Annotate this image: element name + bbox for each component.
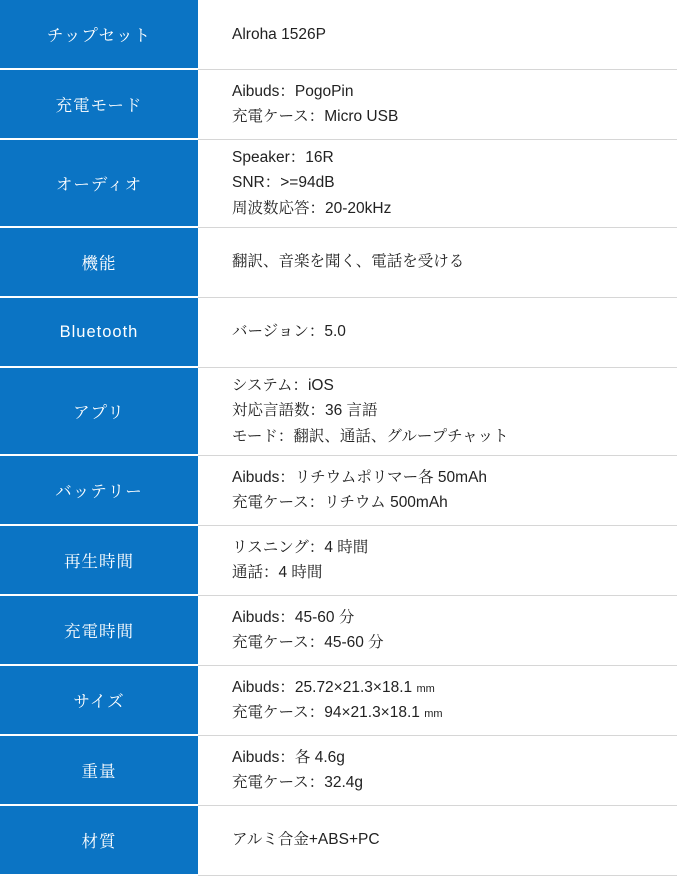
spec-value-line: 周波数応答：20-20kHz [232, 199, 392, 217]
spec-value-line: バージョン：5.0 [232, 323, 346, 341]
spec-value-cell [198, 297, 677, 367]
spec-value-line: 通話：4 時間 [232, 564, 323, 581]
spec-label-cell: 充電モード [0, 69, 198, 139]
spec-value-line: モード：翻訳、通話、グループチャット [232, 427, 509, 445]
table-row [0, 525, 677, 595]
spec-value-line: 充電ケース：94×21.3×18.1 mm [232, 704, 443, 721]
spec-label-cell: 再生時間 [0, 525, 198, 595]
spec-label-cell: 材質 [0, 805, 198, 875]
table-row [0, 367, 677, 455]
spec-value-cell [198, 0, 677, 69]
table-row [0, 297, 677, 367]
spec-value-line: Speaker：16R [232, 149, 334, 167]
spec-value-cell [198, 227, 677, 297]
spec-value-line: Aibuds：リチウムポリマー各 50mAh [232, 468, 488, 486]
spec-value-line: Alroha 1526P [232, 25, 326, 43]
table-row [0, 735, 677, 805]
spec-value-cell [198, 139, 677, 227]
spec-label-cell: バッテリー [0, 455, 198, 525]
spec-value-line: 充電ケース：リチウム 500mAh [232, 494, 448, 511]
table-row [0, 595, 677, 665]
spec-label-cell: チップセット [0, 0, 198, 69]
spec-label-cell: アプリ [0, 367, 198, 455]
spec-value-cell [198, 69, 677, 139]
spec-value-line: 充電ケース：45-60 分 [232, 634, 384, 651]
spec-label-cell: オーディオ [0, 139, 198, 227]
spec-value-line: アルミ合金+ABS+PC [232, 831, 380, 849]
table-row [0, 227, 677, 297]
table-row [0, 455, 677, 525]
spec-label-cell: 機能 [0, 227, 198, 297]
spec-value-cell [198, 525, 677, 595]
table-row [0, 665, 677, 735]
unit-label: mm [424, 708, 443, 720]
spec-value-line: Aibuds：45-60 分 [232, 608, 355, 626]
spec-label-cell: Bluetooth [0, 297, 198, 367]
spec-value-line: リスニング：4 時間 [232, 538, 369, 556]
table-row [0, 0, 677, 69]
spec-value-line: 充電ケース：32.4g [232, 774, 364, 791]
spec-value-cell [198, 735, 677, 805]
spec-label-cell: サイズ [0, 665, 198, 735]
table-row [0, 69, 677, 139]
spec-value-cell [198, 665, 677, 735]
spec-value-line: 翻訳、音楽を聞く、電話を受ける [232, 253, 465, 271]
spec-value-cell [198, 595, 677, 665]
spec-label-cell: 充電時間 [0, 595, 198, 665]
spec-value-cell [198, 455, 677, 525]
spec-label-cell: 重量 [0, 735, 198, 805]
spec-value-line: システム：iOS [232, 377, 334, 395]
spec-value-line: Aibuds：25.72×21.3×18.1 mm [232, 678, 435, 696]
spec-value-line: 充電ケース：Micro USB [232, 108, 399, 125]
spec-value-line: 対応言語数：36 言語 [232, 402, 378, 420]
spec-value-line: Aibuds：各 4.6g [232, 748, 345, 766]
spec-value-line: Aibuds：PogoPin [232, 82, 354, 100]
table-row [0, 139, 677, 227]
spec-value-cell [198, 805, 677, 875]
table-row [0, 805, 677, 875]
unit-label: mm [416, 682, 435, 695]
spec-value-cell [198, 367, 677, 455]
spec-value-line: SNR：>=94dB [232, 174, 335, 192]
